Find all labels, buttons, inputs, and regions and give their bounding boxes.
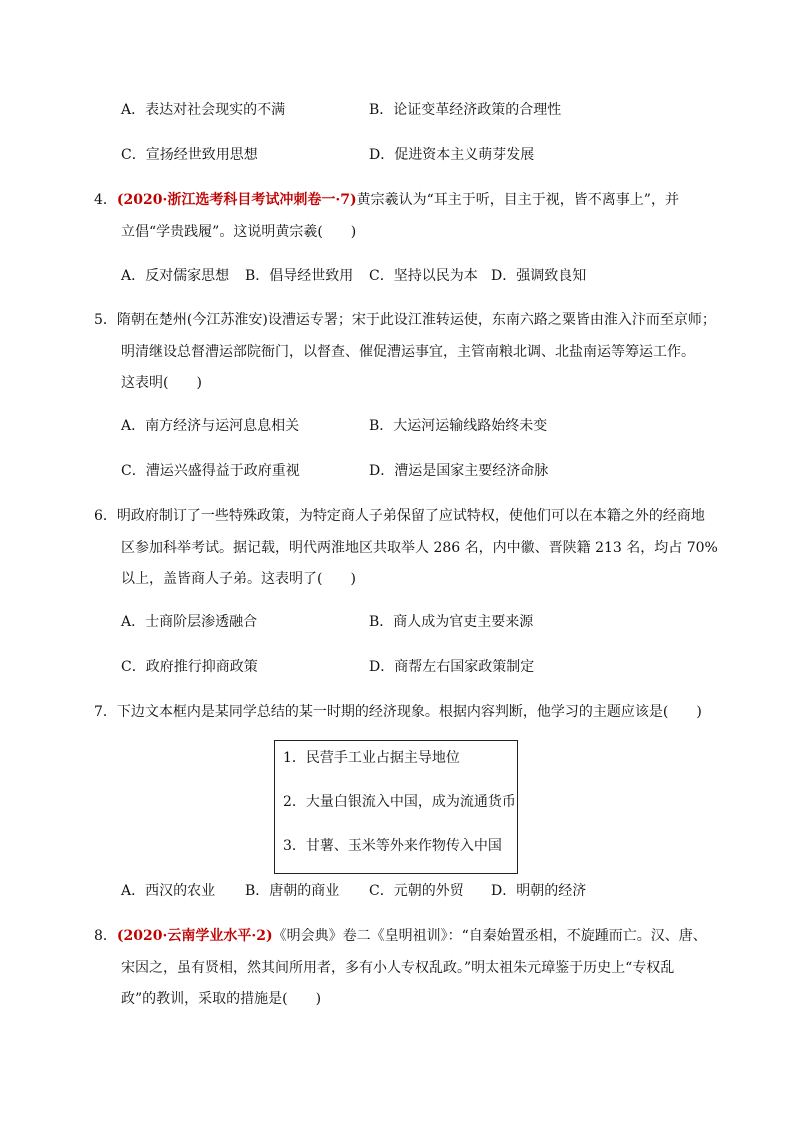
q6-stem-line1: 6．明政府制订了一些特殊政策，为特定商人子弟保留了应试特权，使他们可以在本籍之外的经商地 [94,508,705,524]
q6-option-c[interactable]: C．政府推行抑商政策 [121,659,258,675]
q7-box-item-2: 2．大量白银流入中国，成为流通货币 [283,794,516,810]
q4-text-1: 黄宗羲认为“耳主于听，目主于视，皆不离事上”，并 [356,192,679,208]
q4-option-b[interactable]: B．倡导经世致用 [245,268,354,284]
q6-option-a[interactable]: A．士商阶层渗透融合 [121,614,258,630]
q4-option-c[interactable]: C．坚持以民为本 [369,268,478,284]
q6-option-d[interactable]: D．商帮左右国家政策制定 [369,659,535,675]
q8-text-1: 《明会典》卷二《皇明祖训》：“自秦始置丞相，不旋踵而亡。汉、唐、 [272,928,707,944]
q4-source: (2020·浙江选考科目考试冲刺卷一·7) [116,192,357,208]
q5-option-a[interactable]: A．南方经济与运河息息相关 [121,418,300,434]
q3-option-b[interactable]: B．论证变革经济政策的合理性 [369,102,562,118]
q3-option-a[interactable]: A．表达对社会现实的不满 [121,102,286,118]
q7-option-a[interactable]: A．西汉的农业 [121,883,216,899]
q7-option-b[interactable]: B．唐朝的商业 [245,883,340,899]
q5-stem-line3: 这表明( ) [121,375,202,391]
q4-number: 4． [94,192,117,208]
q5-stem-line2: 明清继设总督漕运部院衙门，以督查、催促漕运事宜，主管南粮北调、北盐南运等筹运工作。 [121,344,695,360]
q7-option-d[interactable]: D．明朝的经济 [491,883,587,899]
q4-option-a[interactable]: A．反对儒家思想 [121,268,230,284]
q8-number: 8． [94,928,117,944]
q8-stem-line1 [94,926,707,946]
q5-option-c[interactable]: C．漕运兴盛得益于政府重视 [121,463,300,479]
q7-box-item-1: 1．民营手工业占据主导地位 [283,750,460,766]
q6-option-b[interactable]: B．商人成为官吏主要来源 [369,614,534,630]
q5-option-d[interactable]: D．漕运是国家主要经济命脉 [369,463,549,479]
q4-stem-line2: 立倡“学贵践履”。这说明黄宗羲( ) [121,224,357,240]
q3-option-d[interactable]: D．促进资本主义萌芽发展 [369,147,535,163]
q7-text-box [274,740,518,874]
q5-option-b[interactable]: B．大运河运输线路始终未变 [369,418,548,434]
q7-stem-line1: 7．下边文本框内是某同学总结的某一时期的经济现象。根据内容判断，他学习的主题应该是( ) [94,704,702,720]
q7-option-c[interactable]: C．元朝的外贸 [369,883,464,899]
q5-stem-line1: 5．隋朝在楚州(今江苏淮安)设漕运专署；宋于此设江淮转运使，东南六路之粟皆由淮入汴而至京师； [94,312,716,328]
q6-stem-line3: 以上，盖皆商人子弟。这表明了( ) [121,571,356,587]
q8-stem-line2: 宋因之，虽有贤相，然其间所用者，多有小人专权乱政。”明太祖朱元璋鉴于历史上“专权乱 [121,960,675,976]
q4-stem-line1 [94,190,679,210]
q7-box-item-3: 3．甘薯、玉米等外来作物传入中国 [283,838,502,854]
q6-stem-line2: 区参加科举考试。据记载，明代两淮地区共取举人 286 名，内中徽、晋陕籍 213 名，均占 70% [121,540,718,556]
q3-option-c[interactable]: C．宣扬经世致用思想 [121,147,258,163]
q4-option-d[interactable]: D．强调致良知 [491,268,587,284]
q8-source: (2020·云南学业水平·2) [116,928,273,944]
q8-stem-line3: 政”的教训，采取的措施是( ) [121,991,322,1007]
